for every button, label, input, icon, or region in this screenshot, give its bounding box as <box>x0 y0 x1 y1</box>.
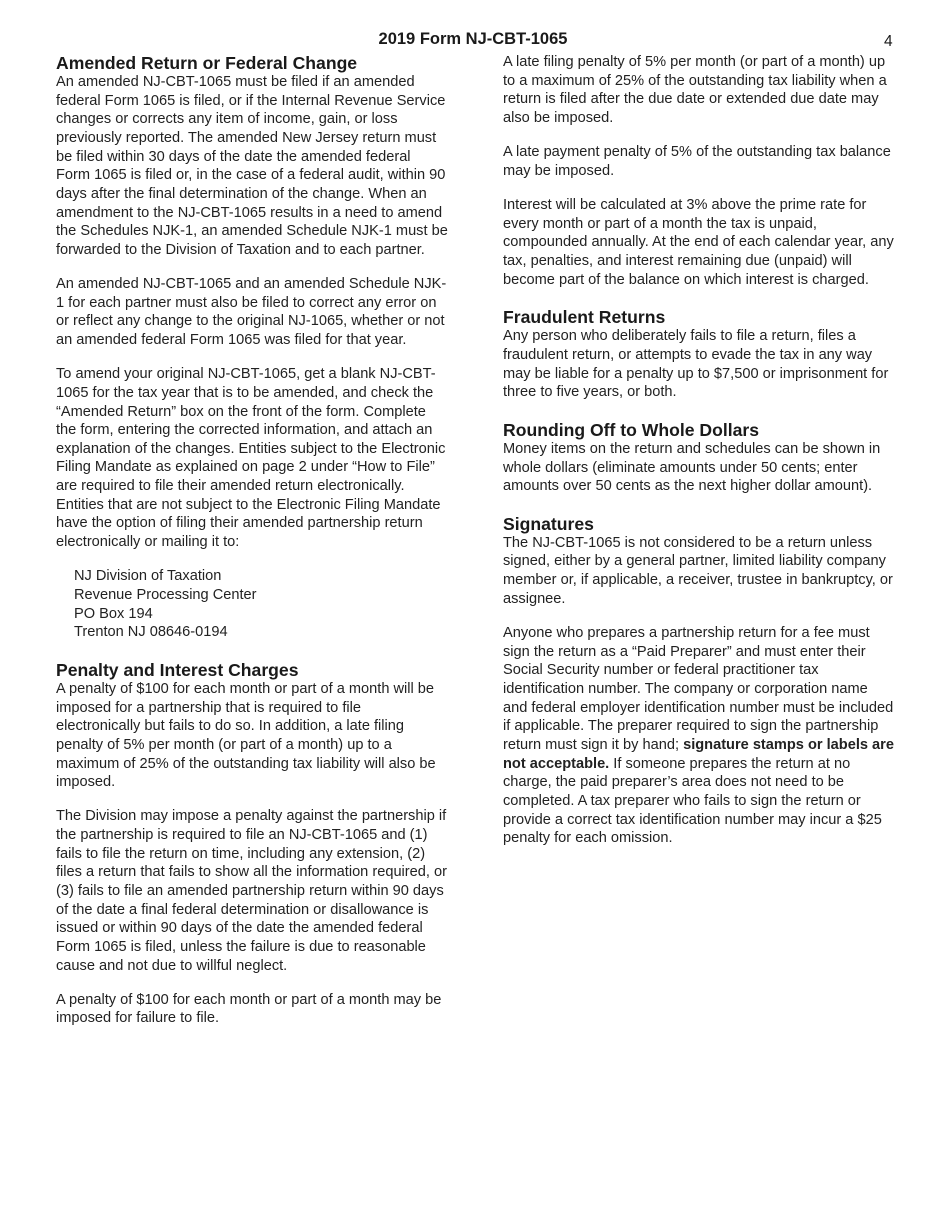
mailing-address <box>74 567 448 642</box>
heading-amended-return: Amended Return or Federal Change <box>56 53 358 73</box>
rounding-paragraph: Money items on the return and schedules can be shown in whole dollars (eliminate amounts under 50 cents; enter amounts over 50 cents as the next higher dollar amount). <box>503 440 881 495</box>
amended-paragraph-2: An amended NJ-CBT-1065 and an amended Schedule NJK-1 for each partner must also be filed to correct any error on or reflect any change to the original NJ-1065, whether or not an amended federal Form 1065 was filed for that year. <box>56 276 447 349</box>
penalty-cont-paragraph-2: A late payment penalty of 5% of the outstanding tax balance may be imposed. <box>503 144 891 179</box>
address-line-3: PO Box 194 <box>74 605 153 622</box>
heading-fraudulent-returns: Fraudulent Returns <box>503 307 666 328</box>
heading-penalty-interest: Penalty and Interest Charges <box>56 659 299 680</box>
penalty-paragraph-2: The Division may impose a penalty against the partnership if the partnership is required to file an NJ-CBT-1065 and (1) fails to file the return on time, including any extension, (2) files a return that fails to show all the information required, or (3) fails to file an amended partnership return within 90 days of the date a final federal determination or disallowance is issued or within 90 days of the date the amended federal Form 1065 is filed, unless the failure is due to reasonable cause and not due to willful neglect. <box>56 808 447 974</box>
form-title: 2019 Form NJ-CBT-1065 <box>378 30 568 48</box>
amended-paragraph-3: To amend your original NJ-CBT-1065, get a blank NJ-CBT-1065 for the tax year that is to be amended, and check the “Amended Return” box on the front of the form. Complete the form, entering the corrected information, and attach an explanation of the changes. Entities subject to the Electronic Filing Mandate as explained on page 2 under “How to File” are required to file their amended return electronically. Entities that are not subject to the Electronic Filing Mandate have the option of filing their amended partnership return electronically or mailing it to: <box>56 366 446 551</box>
fraud-paragraph: Any person who deliberately fails to file a return, files a fraudulent return, or attempts to evade the tax in any way may be liable for a penalty up to $7,500 or imprisonment for three to five years, or both. <box>503 328 889 401</box>
address-line-1: NJ Division of Taxation <box>74 568 222 585</box>
penalty-paragraph-3: A penalty of $100 for each month or part of a month may be imposed for failure to file. <box>56 991 442 1027</box>
heading-rounding: Rounding Off to Whole Dollars <box>503 419 760 440</box>
penalty-cont-paragraph-1: A late filing penalty of 5% per month (or part of a month) up to a maximum of 25% of the outstanding tax liability when a return is filed after the due date or extended due date may also be imposed. <box>503 54 887 126</box>
signatures-paragraph-2 <box>503 624 895 848</box>
preparer-text: Anyone who prepares a partnership return for a fee must sign the return as a “Paid Preparer” and must enter their Social Security number or federal practitioner tax identification number. The company or corporation name and federal employer identification number must be included if applicable. The preparer required to sign the partnership return must sign it by hand; <box>503 624 894 753</box>
heading-signatures: Signatures <box>503 513 594 534</box>
left-column <box>56 53 448 1044</box>
penalty-paragraph-1: A penalty of $100 for each month or part of a month will be imposed for a partnership that is required to file electronically but fails to do so. In addition, a late filing penalty of 5% per month (or part of a month) up to a maximum of 25% of the outstanding tax liability will also be imposed. <box>56 680 436 791</box>
address-line-2: Revenue Processing Center <box>74 586 257 603</box>
right-column <box>503 53 895 863</box>
signatures-paragraph-1: The NJ-CBT-1065 is not considered to be a return unless signed, either by a general partner, limited liability company member or, if applicable, a receiver, trustee in bankruptcy, or assignee. <box>503 534 893 607</box>
page-number: 4 <box>884 33 893 50</box>
address-line-4: Trenton NJ 08646-0194 <box>74 624 228 641</box>
preparer-text-end: If someone prepares the return at no charge, the paid preparer’s area does not need to be completed. A tax preparer who fails to sign the return or provide a correct tax identification number may incur a $25 penalty for each omission. <box>503 755 882 847</box>
amended-paragraph-1: An amended NJ-CBT-1065 must be filed if an amended federal Form 1065 is filed, or if the Internal Revenue Service changes or corrects any item of income, gain, or loss previously reported. The amended New Jersey return must be filed within 30 days of the date the amended federal Form 1065 is filed or, in the case of a federal audit, within 90 days after the final determination of the change. When an amendment to the NJ-CBT-1065 results in a need to amend the Schedules NJK-1, an amended Schedule NJK-1 must be forwarded to the Division of Taxation and to each partner. <box>56 74 448 258</box>
stamp-warning: signature stamps or labels are not acceptable. <box>503 736 894 772</box>
interest-paragraph: Interest will be calculated at 3% above the prime rate for every month or part of a month the tax is unpaid, compounded annually. At the end of each calendar year, any tax, penalties, and interest remaining due (unpaid) will become part of the balance on which interest is charged. <box>503 196 894 288</box>
